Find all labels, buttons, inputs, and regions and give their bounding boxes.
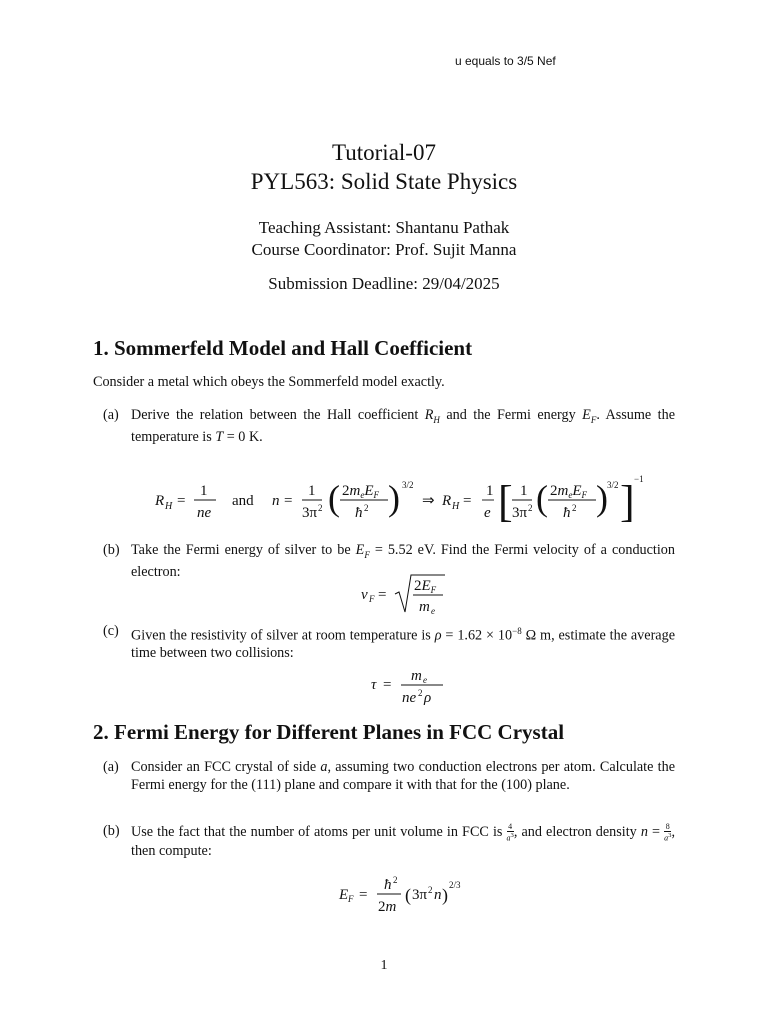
svg-text:ρ: ρ bbox=[424, 690, 432, 706]
svg-text:2: 2 bbox=[418, 688, 423, 698]
svg-text:ħ: ħ bbox=[355, 505, 363, 521]
section-2-heading: 2. Fermi Energy for Different Planes in FCC Crystal bbox=[93, 720, 565, 744]
svg-text:2: 2 bbox=[428, 885, 433, 895]
svg-text:2: 2 bbox=[393, 875, 398, 885]
svg-text:2: 2 bbox=[572, 503, 577, 513]
tutorial-title: Tutorial-07 bbox=[332, 140, 436, 165]
course-coordinator: Course Coordinator: Prof. Sujit Manna bbox=[251, 240, 517, 259]
question-text: Given the resistivity of silver at room temperature is $\rho = 1.62 \times 10^{-8}$ Ω m, estimate the average time between two collisions: bbox=[131, 626, 675, 662]
svg-text:F: F bbox=[369, 594, 375, 604]
svg-text:2meEF: $2m_eE_F$ bbox=[342, 483, 380, 500]
svg-text:2m: 2m bbox=[378, 899, 397, 915]
svg-text:2meEF: $2m_eE_F$ bbox=[550, 483, 588, 500]
svg-text:=: = bbox=[359, 887, 368, 903]
svg-text:ħ: ħ bbox=[563, 505, 571, 521]
teaching-assistant: Teaching Assistant: Shantanu Pathak bbox=[258, 218, 510, 237]
svg-text:): ) bbox=[596, 478, 608, 518]
svg-text:3π: 3π bbox=[512, 505, 528, 521]
svg-text:2EF: $2E_F$ bbox=[414, 578, 437, 595]
svg-text:E: E bbox=[339, 887, 349, 903]
item-label: (a) bbox=[103, 407, 119, 423]
svg-text:3π: 3π bbox=[412, 887, 428, 903]
question-text: Derive the relation between the Hall coefficient $R_H$ and the Fermi energy $E_F$. Assume the temperature is T = 0 K. bbox=[131, 407, 675, 446]
svg-text:3/2: 3/2 bbox=[402, 480, 414, 490]
svg-text:e: e bbox=[431, 606, 435, 616]
svg-text:n: n bbox=[434, 887, 442, 903]
submission-deadline: Submission Deadline: 29/04/2025 bbox=[268, 274, 500, 293]
svg-text:v: v bbox=[361, 587, 368, 603]
svg-text:2/3: 2/3 bbox=[449, 880, 461, 890]
svg-text:=: = bbox=[177, 493, 186, 509]
svg-text:τ: τ bbox=[371, 677, 377, 693]
svg-text:): ) bbox=[442, 885, 448, 905]
svg-text:m: m bbox=[411, 668, 422, 684]
svg-text:−1: −1 bbox=[634, 474, 644, 484]
svg-text:1: 1 bbox=[200, 483, 208, 499]
question-text: Take the Fermi energy of silver to be $E_F = 5.52$ eV. Find the Fermi velocity of a conduction electron: bbox=[131, 542, 675, 581]
svg-text:1: 1 bbox=[520, 483, 528, 499]
section-1-heading: 1. Sommerfeld Model and Hall Coefficient bbox=[93, 336, 473, 360]
svg-text:R: R bbox=[155, 493, 165, 509]
svg-text:e: e bbox=[423, 675, 427, 685]
section-1-intro: Consider a metal which obeys the Sommerfeld model exactly. bbox=[93, 374, 445, 390]
svg-text:3/2: 3/2 bbox=[607, 480, 619, 490]
svg-text:n: n bbox=[272, 493, 280, 509]
svg-text:e: e bbox=[484, 505, 491, 521]
collision-time-equation bbox=[365, 664, 465, 708]
svg-text:3π: 3π bbox=[302, 505, 318, 521]
svg-text:=: = bbox=[284, 493, 293, 509]
item-label: (a) bbox=[103, 759, 119, 775]
fermi-velocity-equation bbox=[355, 572, 465, 618]
svg-text:2: 2 bbox=[364, 503, 369, 513]
question-2b bbox=[93, 823, 675, 860]
svg-text:ne: ne bbox=[402, 690, 417, 706]
svg-text:H: H bbox=[452, 501, 460, 512]
hall-coefficient-equation bbox=[150, 468, 670, 530]
course-title: PYL563: Solid State Physics bbox=[250, 169, 518, 194]
svg-text:2: 2 bbox=[318, 503, 323, 513]
svg-text:=: = bbox=[383, 677, 392, 693]
svg-text:=: = bbox=[463, 493, 472, 509]
question-1a bbox=[93, 407, 675, 447]
and-word: and bbox=[232, 493, 254, 509]
svg-text:⇒: ⇒ bbox=[422, 493, 435, 509]
svg-text:(: ( bbox=[536, 478, 548, 518]
question-text: Consider an FCC crystal of side a, assuming two conduction electrons per atom. Calculate the Fermi energy for the (111) plane and compare it with that for the (100) plane. bbox=[131, 759, 675, 793]
item-label: (b) bbox=[103, 823, 120, 839]
svg-text:H: H bbox=[165, 501, 173, 512]
question-2a bbox=[93, 759, 675, 794]
svg-text:ħ: ħ bbox=[384, 877, 392, 893]
handwritten-note: u equals to 3/5 Nef bbox=[455, 54, 556, 68]
page-number: 1 bbox=[380, 958, 388, 973]
svg-text:m: m bbox=[419, 599, 430, 615]
svg-text:]: ] bbox=[620, 477, 635, 526]
svg-text:): ) bbox=[388, 478, 400, 518]
item-label: (b) bbox=[103, 542, 120, 558]
svg-text:1: 1 bbox=[486, 483, 494, 499]
svg-text:(: ( bbox=[328, 478, 340, 518]
svg-text:F: F bbox=[348, 894, 354, 904]
question-text: Use the fact that the number of atoms per unit volume in FCC is $\frac{4}{a^3}$ , and electron density n = $\frac{8}{a^3}$ , then compute: bbox=[131, 822, 675, 859]
svg-text:[: [ bbox=[498, 477, 513, 526]
svg-text:1: 1 bbox=[308, 483, 316, 499]
fermi-energy-equation bbox=[335, 872, 485, 918]
svg-text:2: 2 bbox=[528, 503, 533, 513]
item-label: (c) bbox=[103, 623, 119, 639]
svg-text:=: = bbox=[378, 587, 387, 603]
svg-text:R: R bbox=[442, 493, 452, 509]
question-1c bbox=[93, 623, 675, 663]
svg-text:(: ( bbox=[405, 885, 411, 905]
svg-text:ne: ne bbox=[197, 505, 212, 521]
